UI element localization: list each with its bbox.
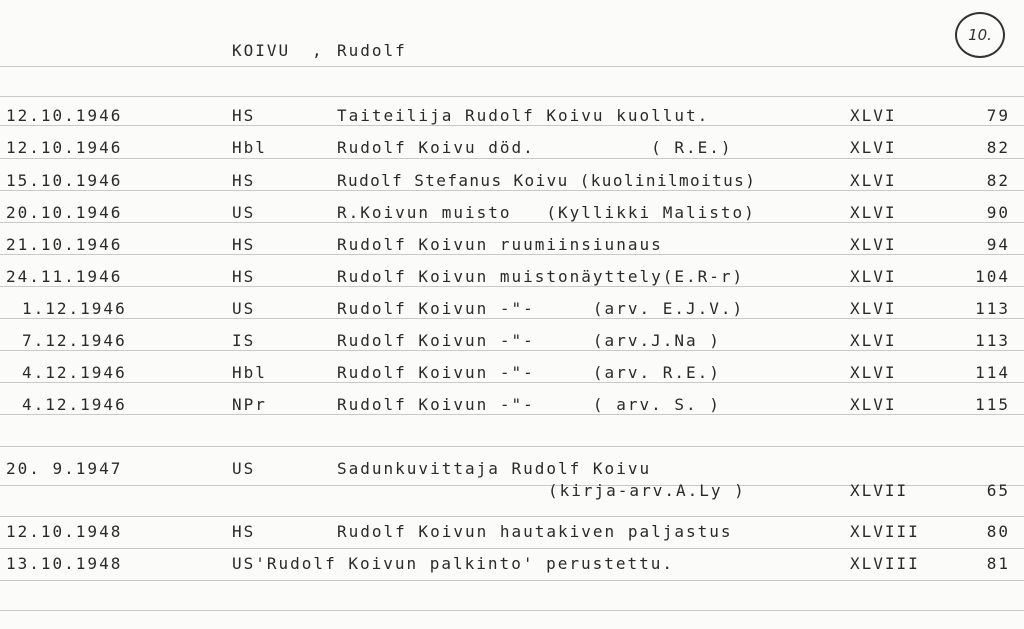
entry-page: 65 [986,481,1010,500]
ruled-line [0,96,1024,97]
entry-volume: XLVI [850,363,897,382]
entry-date: 24.11.1946 [6,267,123,286]
entry-page: 80 [986,522,1010,541]
entry-date: 15.10.1946 [6,171,123,190]
entry-page: 114 [975,363,1010,382]
entry-source: HS [232,171,256,190]
entry-date: 20. 9.1947 [6,459,123,478]
entry-volume: XLVI [850,267,897,286]
entry-title: Rudolf Koivun -"- ( arv. S. ) [337,395,721,414]
entry-date: 12.10.1946 [6,138,123,157]
entry-date: 4.12.1946 [22,363,127,382]
entry-volume: XLVI [850,106,897,125]
entry-source: HS [232,235,256,254]
ruled-line [0,446,1024,447]
entry-title: Rudolf Koivun -"- (arv.J.Na ) [337,331,721,350]
entry-page: 94 [986,235,1010,254]
given-name: Rudolf [337,41,407,60]
entry-volume: XLVI [850,203,897,222]
entry-date: 4.12.1946 [22,395,127,414]
entry-volume: XLVI [850,138,897,157]
entry-volume: XLVI [850,171,897,190]
surname: KOIVU [232,41,291,60]
entry-page: 115 [975,395,1010,414]
card-number-stamp: 10. [955,12,1005,58]
entry-page: 82 [986,171,1010,190]
entry-volume: XLVI [850,299,897,318]
entry-page: 79 [986,106,1010,125]
entry-source: US [232,299,256,318]
entry-source: HS [232,106,256,125]
entry-title: Rudolf Koivun muistonäyttely(E.R-r) [337,267,745,286]
entry-source: US [232,203,256,222]
entry-volume: XLVIII [850,522,920,541]
entry-source: Hbl [232,363,267,382]
entry-title: Rudolf Koivun hautakiven paljastus [337,522,733,541]
entry-volume: XLVII [850,481,909,500]
entry-volume: XLVI [850,395,897,414]
entry-page: 113 [975,299,1010,318]
entry-source-and-title: US'Rudolf Koivun palkinto' perustettu. [232,554,675,573]
entry-volume: XLVI [850,331,897,350]
entry-title: Sadunkuvittaja Rudolf Koivu [337,459,652,478]
ruled-line [0,516,1024,517]
entry-date: 21.10.1946 [6,235,123,254]
entry-page: 113 [975,331,1010,350]
name-separator: , [312,41,324,60]
entry-source: IS [232,331,256,350]
entry-volume: XLVI [850,235,897,254]
entry-source: HS [232,267,256,286]
entry-title-continuation: (kirja-arv.A.Ly ) [548,481,746,500]
entry-date: 12.10.1946 [6,106,123,125]
ruled-line [0,158,1024,159]
entry-date: 1.12.1946 [22,299,127,318]
ruled-line [0,548,1024,549]
entry-page: 81 [986,554,1010,573]
entry-source: HS [232,522,256,541]
entry-source: NPr [232,395,267,414]
entry-source: Hbl [232,138,267,157]
entry-page: 82 [986,138,1010,157]
entry-date: 20.10.1946 [6,203,123,222]
entry-source: US [232,459,256,478]
entry-title: Rudolf Koivun -"- (arv. R.E.) [337,363,721,382]
entry-date: 7.12.1946 [22,331,127,350]
entry-title: Rudolf Koivun -"- (arv. E.J.V.) [337,299,745,318]
entry-date: 13.10.1948 [6,554,123,573]
entry-page: 104 [975,267,1010,286]
ruled-line [0,66,1024,67]
entry-page: 90 [986,203,1010,222]
entry-title: Taiteilija Rudolf Koivu kuollut. [337,106,710,125]
entry-title: R.Koivun muisto (Kyllikki Malisto) [337,203,756,222]
entry-volume: XLVIII [850,554,920,573]
entry-title: Rudolf Stefanus Koivu (kuolinilmoitus) [337,171,757,190]
ruled-line [0,610,1024,611]
entry-title: Rudolf Koivun ruumiinsiunaus [337,235,663,254]
ruled-line [0,580,1024,581]
entry-date: 12.10.1948 [6,522,123,541]
entry-title: Rudolf Koivu död. ( R.E.) [337,138,733,157]
